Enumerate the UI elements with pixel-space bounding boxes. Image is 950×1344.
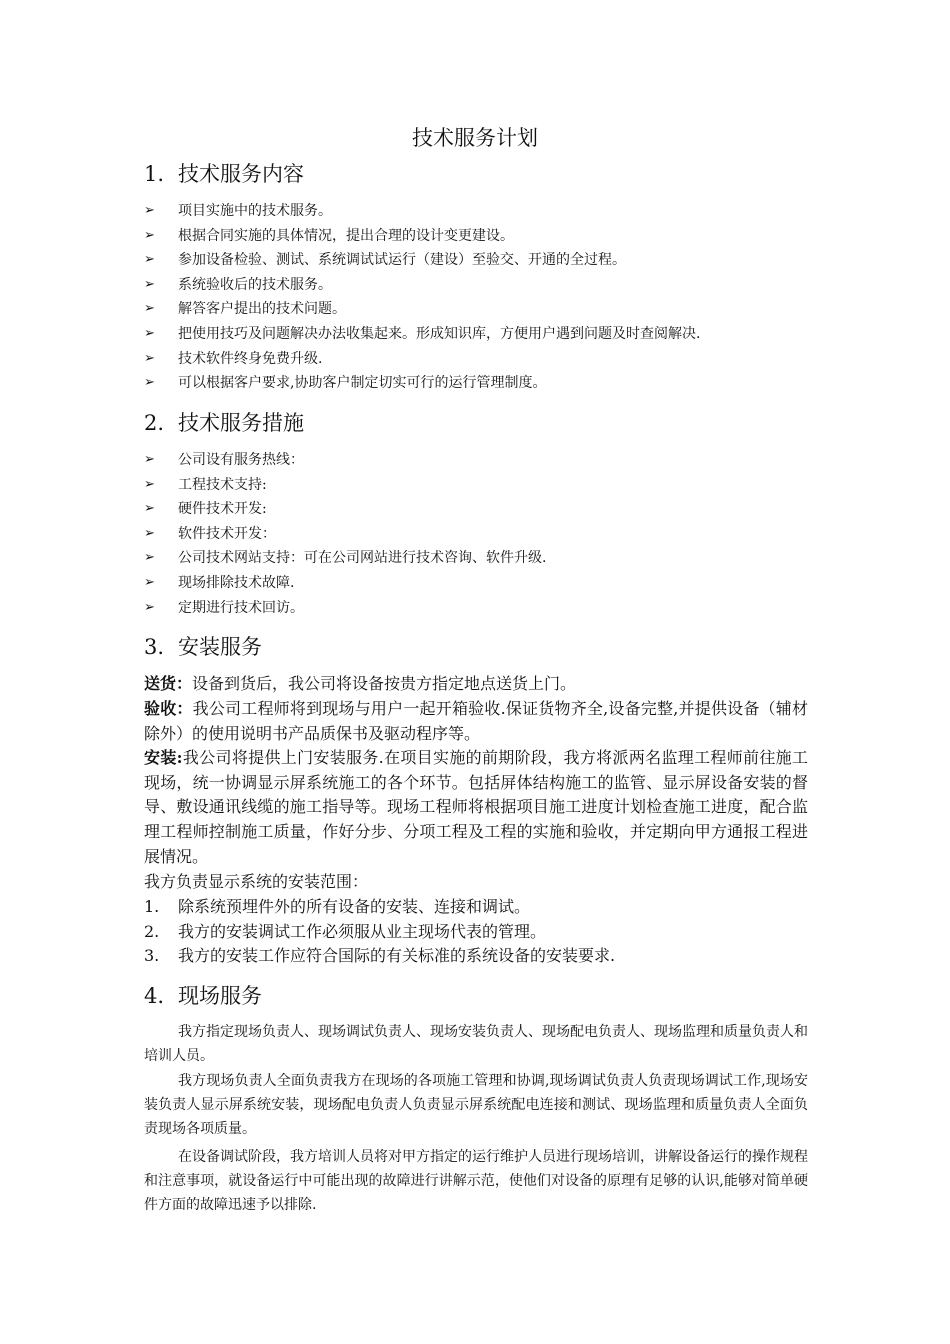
list-item: ➢ 解答客户提出的技术问题。 (144, 297, 824, 322)
list-item: ➢ 软件技术开发： (144, 522, 824, 547)
section-title: 现场服务 (178, 984, 262, 1008)
list-item: ➢ 定期进行技术回访。 (144, 596, 824, 621)
list-item: 1. 除系统预埋件外的所有设备的安装、连接和调试。 (144, 897, 531, 916)
list-item: ➢ 公司技术网站支持：可在公司网站进行技术咨询、软件升级. (144, 546, 824, 571)
section-number: 1. (144, 162, 165, 186)
section-heading-4 (144, 982, 262, 1010)
section-title: 技术服务措施 (178, 411, 304, 435)
list-item: 3. 我方的安装工作应符合国际的有关标准的系统设备的安装要求. (144, 946, 616, 966)
delivery-label: 送货： (144, 674, 193, 693)
list-item: ➢ 技术软件终身免费升级. (144, 347, 824, 372)
acceptance-paragraph: 验收：我公司工程师将到现场与用户一起开箱验收.保证货物齐全,设备完整,并提供设备（辅材除外）的使用说明书产品质保书及驱动程序等。 (144, 699, 808, 743)
list-item: 2. 我方的安装调试工作必须服从业主现场代表的管理。 (144, 921, 547, 941)
numbered-list-scope (144, 895, 808, 969)
delivery-paragraph: 送货：设备到货后，我公司将设备按贵方指定地点送货上门。 (144, 674, 577, 693)
list-item: ➢ 工程技术支持: (144, 473, 824, 498)
scope-intro: 我方负责显示系统的安装范围： (144, 872, 369, 891)
onsite-paragraph: 我方现场负责人全面负责我方在现场的各项施工管理和协调,现场调试负责人负责现场调试工作,现场安装负责人显示屏系统安装，现场配电负责人负责显示屏系统配电连接和测试、现场监理和质量负责人全面负责现场各项质量。 (144, 1073, 808, 1138)
arrow-bullet-icon: ➢ (144, 375, 155, 391)
arrow-bullet-icon: ➢ (144, 301, 155, 317)
arrow-bullet-icon: ➢ (144, 525, 155, 541)
arrow-bullet-icon: ➢ (144, 227, 155, 243)
list-item: ➢ 项目实施中的技术服务。 (144, 199, 824, 224)
arrow-bullet-icon: ➢ (144, 476, 155, 492)
section-title: 安装服务 (178, 635, 262, 659)
section-number: 3. (144, 635, 165, 659)
bullet-list-service-measures (144, 448, 824, 620)
list-item: ➢ 现场排除技术故障. (144, 571, 824, 596)
list-item: ➢ 硬件技术开发: (144, 497, 824, 522)
section-number: 4. (144, 984, 165, 1008)
list-item: ➢ 可以根据客户要求,协助客户制定切实可行的运行管理制度。 (144, 371, 824, 396)
section-title: 技术服务内容 (178, 162, 304, 186)
bullet-list-service-content (144, 199, 824, 396)
arrow-bullet-icon: ➢ (144, 276, 155, 292)
section-heading-1 (144, 160, 304, 188)
section-heading-2 (144, 409, 304, 437)
arrow-bullet-icon: ➢ (144, 550, 155, 566)
list-item: ➢ 公司设有服务热线： (144, 448, 824, 473)
section-number: 2. (144, 411, 165, 435)
onsite-paragraph: 在设备调试阶段，我方培训人员将对甲方指定的运行维护人员进行现场培训，讲解设备运行的操作规程和注意事项，就设备运行中可能出现的故障进行讲解示范，使他们对设备的原理有足够的认识,能够对简单硬件方面的故障迅速予以排除. (144, 1149, 808, 1214)
arrow-bullet-icon: ➢ (144, 452, 155, 467)
arrow-bullet-icon: ➢ (144, 599, 155, 615)
arrow-bullet-icon: ➢ (144, 252, 155, 268)
list-item: ➢ 参加设备检验、测试、系统调试试运行（建设）至验交、开通的全过程。 (144, 248, 824, 273)
document-title: 技术服务计划 (412, 126, 538, 150)
arrow-bullet-icon: ➢ (144, 203, 155, 218)
section-heading-3 (144, 633, 262, 661)
list-item: ➢ 把使用技巧及问题解决办法收集起来。形成知识库，方便用户遇到问题及时查阅解决. (144, 322, 824, 347)
onsite-paragraph: 我方指定现场负责人、现场调试负责人、现场安装负责人、现场配电负责人、现场监理和质量负责人和培训人员。 (144, 1024, 808, 1065)
installation-label: 安装: (144, 748, 183, 767)
arrow-bullet-icon: ➢ (144, 350, 155, 366)
arrow-bullet-icon: ➢ (144, 574, 155, 590)
list-item: ➢ 系统验收后的技术服务。 (144, 273, 824, 298)
installation-paragraph: 安装:我公司将提供上门安装服务.在项目实施的前期阶段，我方将派两名监理工程师前往施工现场，统一协调显示屏系统施工的各个环节。包括屏体结构施工的监管、显示屏设备安装的督导、敷设通讯线缆的施工指导等。现场工程师将根据项目施工进度计划检查施工进度，配合监理工程师控制施工质量，作好分步、分项工程及工程的实施和验收，并定期向甲方通报工程进展情况。 (144, 748, 808, 866)
arrow-bullet-icon: ➢ (144, 325, 155, 341)
acceptance-label: 验收： (144, 699, 193, 718)
arrow-bullet-icon: ➢ (144, 501, 155, 517)
list-item: ➢ 根据合同实施的具体情况，提出合理的设计变更建设。 (144, 224, 824, 249)
